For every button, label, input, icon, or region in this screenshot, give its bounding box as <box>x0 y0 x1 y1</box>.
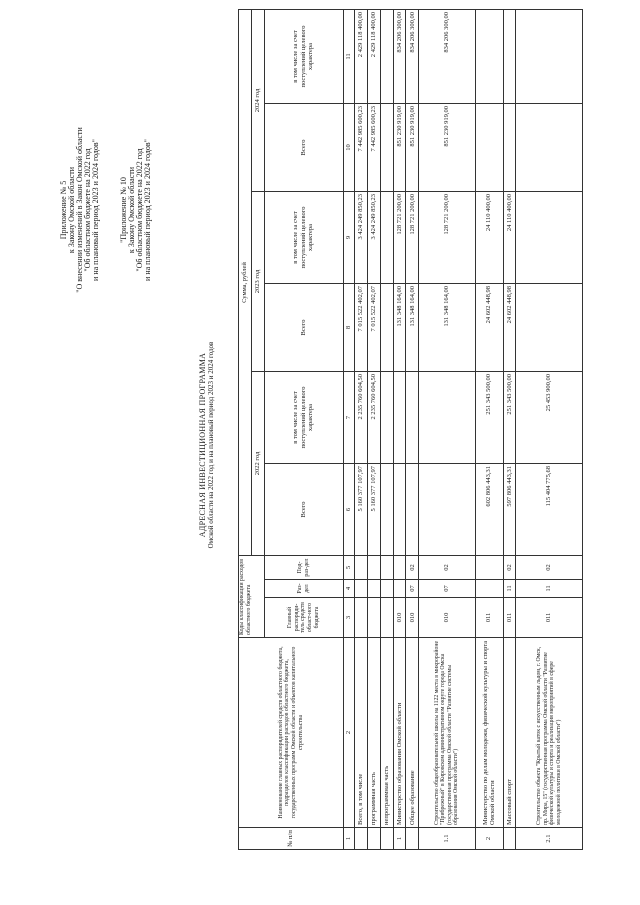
header-year-2022: 2022 год <box>251 372 264 556</box>
row-target-2024: 834 206 300,00 <box>419 10 475 104</box>
column-number: 3 <box>343 598 355 638</box>
row-name: Массовый спорт <box>503 638 516 828</box>
row-grbs: 011 <box>475 598 503 638</box>
row-name: непрограммная часть <box>380 638 393 828</box>
row-total-2022 <box>380 464 393 556</box>
row-total-2022 <box>393 464 406 556</box>
row-podrazdel <box>368 556 381 580</box>
row-number: 2 <box>475 828 503 850</box>
header-line: и на плановый период 2023 и 2024 годов" <box>143 139 152 281</box>
header-year-2024: 2024 год <box>251 10 264 192</box>
header-razdel: Раз-дел <box>264 580 343 598</box>
document-title: АДРЕСНАЯ ИНВЕСТИЦИОННАЯ ПРОГРАММА <box>198 352 207 538</box>
header-name: Наименование главных распорядителей средств областного бюджета, подразделов классификации расходов областного бюджета, государственных программ Омской области и объектов капитального строительства <box>239 638 344 828</box>
table-row <box>368 10 381 850</box>
row-total-2024: 851 230 919,00 <box>419 104 475 192</box>
row-podrazdel <box>380 556 393 580</box>
row-razdel: 07 <box>419 580 475 598</box>
header-line: "Приложение № 10 <box>119 177 128 243</box>
header-line: и на плановый период 2023 и 2024 годов" <box>91 139 100 281</box>
row-razdel <box>475 580 503 598</box>
column-number: 7 <box>343 372 355 464</box>
row-razdel <box>380 580 393 598</box>
header-line: к Закону Омской области <box>127 166 136 254</box>
row-target-2023: 24 110 400,00 <box>475 192 503 284</box>
header-codes: Коды классификации расходов областного бюджета <box>239 556 265 638</box>
row-total-2023: 24 602 448,98 <box>475 284 503 372</box>
row-total-2024: 851 230 919,00 <box>406 104 419 192</box>
table-row <box>516 10 583 850</box>
row-number: 2.1 <box>516 828 583 850</box>
row-total-2023: 24 602 448,98 <box>503 284 516 372</box>
row-name: Строительство объекта "Крытый каток с искусственным льдом, г. Омск, пр. Мира, 15" (государственная программа Омской области "Развитие физической культуры и спорта и реализация мероприятий в сфере молодежной политики в Омской области") <box>516 638 583 828</box>
row-total-2024 <box>503 104 516 192</box>
row-podrazdel: 02 <box>516 556 583 580</box>
appendix-5-header <box>60 30 100 390</box>
row-number: 1 <box>393 828 406 850</box>
row-podrazdel <box>393 556 406 580</box>
column-number: 10 <box>343 104 355 192</box>
row-target-2024 <box>503 10 516 104</box>
header-target-2022: в том числе за счет поступлений целевого характера <box>264 372 343 464</box>
row-total-2023: 7 015 522 402,07 <box>355 284 368 372</box>
row-target-2024: 2 429 118 400,00 <box>355 10 368 104</box>
row-number <box>406 828 419 850</box>
table-row <box>419 10 475 850</box>
row-number <box>380 828 393 850</box>
header-total-2024: Всего <box>264 104 343 192</box>
table-row <box>475 10 503 850</box>
header-number: № п/п <box>239 828 344 850</box>
row-target-2023: 128 721 200,00 <box>419 192 475 284</box>
row-podrazdel: 02 <box>419 556 475 580</box>
row-razdel: 11 <box>503 580 516 598</box>
table-row <box>393 10 406 850</box>
row-podrazdel: 02 <box>406 556 419 580</box>
row-target-2024 <box>475 10 503 104</box>
table-row <box>503 10 516 850</box>
column-number: 11 <box>343 10 355 104</box>
row-target-2022: 2 235 760 604,50 <box>368 372 381 464</box>
row-total-2022: 5 160 377 107,97 <box>368 464 381 556</box>
row-target-2022: 2 235 760 604,50 <box>355 372 368 464</box>
row-target-2024: 2 429 118 400,00 <box>368 10 381 104</box>
row-total-2024: 851 230 919,00 <box>393 104 406 192</box>
row-target-2023 <box>380 192 393 284</box>
row-target-2022: 251 343 500,00 <box>475 372 503 464</box>
row-grbs <box>368 598 381 638</box>
header-target-2024: в том числе за счет поступлений целевого характера <box>264 10 343 104</box>
row-total-2022: 5 160 377 107,97 <box>355 464 368 556</box>
row-total-2022: 597 806 443,31 <box>503 464 516 556</box>
row-grbs: 010 <box>393 598 406 638</box>
row-target-2022 <box>419 372 475 464</box>
row-target-2024: 834 206 300,00 <box>406 10 419 104</box>
row-number: 1.1 <box>419 828 475 850</box>
row-grbs: 011 <box>516 598 583 638</box>
row-grbs <box>355 598 368 638</box>
header-sum: Сумма, рублей <box>239 10 252 556</box>
table-row <box>406 10 419 850</box>
row-target-2023: 24 110 400,00 <box>503 192 516 284</box>
column-number: 5 <box>343 556 355 580</box>
table-row <box>355 10 368 850</box>
row-name: Общее образование <box>406 638 419 828</box>
row-total-2023: 131 348 164,00 <box>393 284 406 372</box>
header-line: "О внесении изменений в Закон Омской области <box>75 127 84 293</box>
row-number <box>355 828 368 850</box>
row-name: Строительство общеобразовательной школы на 1122 места в микрорайоне "Прибрежный" в Кировском административном округе города Омска (государственная программа Омской области "Развитие системы образования Омской области") <box>419 638 475 828</box>
header-target-2023: в том числе за счет поступлений целевого характера <box>264 192 343 284</box>
row-podrazdel: 02 <box>503 556 516 580</box>
row-grbs <box>380 598 393 638</box>
row-name: Министерство по делам молодежи, физической культуры и спорта Омской области <box>475 638 503 828</box>
row-total-2023 <box>516 284 583 372</box>
column-numbers-row <box>343 10 355 850</box>
row-target-2023 <box>516 192 583 284</box>
row-podrazdel <box>475 556 503 580</box>
row-grbs: 011 <box>503 598 516 638</box>
row-total-2024: 7 442 985 600,23 <box>355 104 368 192</box>
header-line: к Закону Омской области <box>67 166 76 254</box>
row-number <box>368 828 381 850</box>
row-total-2024: 7 442 985 600,23 <box>368 104 381 192</box>
header-podrazdel: Под-раз-дел <box>264 556 343 580</box>
row-target-2022 <box>406 372 419 464</box>
row-target-2022: 251 343 500,00 <box>503 372 516 464</box>
row-total-2023: 7 015 522 402,07 <box>368 284 381 372</box>
row-name: программная часть <box>368 638 381 828</box>
row-razdel <box>355 580 368 598</box>
row-target-2024 <box>380 10 393 104</box>
column-number: 8 <box>343 284 355 372</box>
column-number: 1 <box>343 828 355 850</box>
row-target-2023: 3 424 249 850,23 <box>355 192 368 284</box>
column-number: 4 <box>343 580 355 598</box>
row-name: Всего, в том числе <box>355 638 368 828</box>
header-total-2023: Всего <box>264 284 343 372</box>
row-razdel <box>368 580 381 598</box>
header-line: "Об областном бюджете на 2022 год <box>135 148 144 272</box>
header-total-2022: Всего <box>264 464 343 556</box>
row-total-2022 <box>406 464 419 556</box>
row-grbs: 010 <box>419 598 475 638</box>
row-target-2023: 3 424 249 850,23 <box>368 192 381 284</box>
row-podrazdel <box>355 556 368 580</box>
investment-program-table <box>238 9 583 850</box>
row-grbs: 010 <box>406 598 419 638</box>
row-razdel <box>393 580 406 598</box>
column-number: 6 <box>343 464 355 556</box>
row-target-2022 <box>380 372 393 464</box>
row-total-2023: 131 348 164,00 <box>419 284 475 372</box>
header-line: Приложение № 5 <box>59 180 68 240</box>
row-name: Министерство образования Омской области <box>393 638 406 828</box>
row-target-2023: 128 721 200,00 <box>406 192 419 284</box>
row-target-2022: 25 453 900,00 <box>516 372 583 464</box>
row-total-2024 <box>380 104 393 192</box>
row-target-2024: 834 206 300,00 <box>393 10 406 104</box>
header-grbs: Главный распоряди-тель средств област-ного бюджета <box>264 598 343 638</box>
row-total-2022: 115 404 775,68 <box>516 464 583 556</box>
row-target-2023: 128 721 200,00 <box>393 192 406 284</box>
header-line: "Об областном бюджете на 2022 год <box>83 148 92 272</box>
row-total-2024 <box>516 104 583 192</box>
row-number <box>503 828 516 850</box>
header-year-2023: 2023 год <box>251 192 264 372</box>
table-row <box>380 10 393 850</box>
column-number: 2 <box>343 638 355 828</box>
title-block <box>198 195 215 695</box>
column-number: 9 <box>343 192 355 284</box>
row-target-2024 <box>516 10 583 104</box>
row-total-2024 <box>475 104 503 192</box>
document-subtitle: Омской области на 2022 год и на плановый период 2023 и 2024 годов <box>207 341 215 549</box>
row-target-2022 <box>393 372 406 464</box>
row-total-2023 <box>380 284 393 372</box>
row-total-2022 <box>419 464 475 556</box>
appendix-10-header <box>120 30 152 390</box>
row-razdel: 07 <box>406 580 419 598</box>
row-total-2023: 131 348 164,00 <box>406 284 419 372</box>
row-total-2022: 602 806 443,31 <box>475 464 503 556</box>
row-razdel: 11 <box>516 580 583 598</box>
